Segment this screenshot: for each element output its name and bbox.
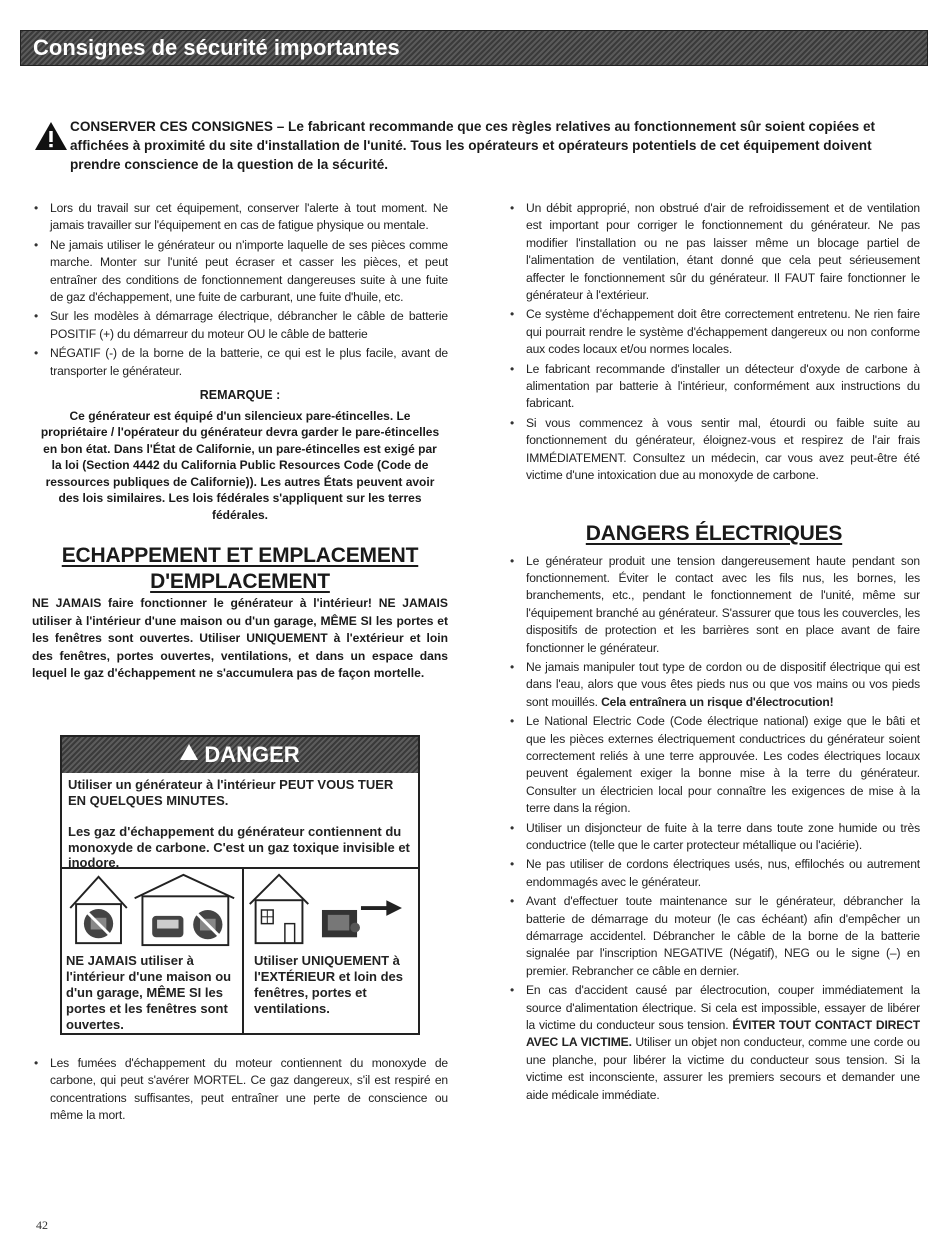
danger-label: DANGER bbox=[204, 742, 300, 767]
danger-text-1: Utiliser un générateur à l'intérieur PEUT VOUS TUER EN QUELQUES MINUTES. bbox=[68, 777, 394, 808]
list-item: • Le National Electric Code (Code électrique national) exige que le bâti et que les pièces externes électriquement conductrices du générateur soient correctement reliés à une terre approuvée. Les codes électriques locaux peuvent également exiger la bonne mise à la terre du générateur. Consulter un électricien local pour connaître les exigences de mise à la terre dans la région. bbox=[508, 713, 920, 817]
list-item: • En cas d'accident causé par électrocution, couper immédiatement la source d'alimentation électrique. Si cela est impossible, essayer de libérer la victime du conducteur sous tension. ÉVITER TOUT CONTACT DIRECT AVEC LA VICTIME. Utiliser un objet non conducteur, comme une corde ou une planche, pour libérer la victime du conducteur sous tension. Si la victime est inconsciente, assurer les premiers secours et demander une aide médicale immédiate. bbox=[508, 982, 920, 1104]
danger-pictograms bbox=[62, 867, 418, 949]
bottom-left-list bbox=[32, 1055, 448, 1125]
warning-icon bbox=[180, 744, 198, 760]
list-item: • Lors du travail sur cet équipement, conserver l'alerte à tout moment. Ne jamais travailler sur l'équipement en cas de fatigue physique ou mentale. bbox=[32, 200, 448, 235]
page-number: 42 bbox=[36, 1218, 48, 1232]
warning-icon bbox=[34, 121, 68, 151]
section-header-bar bbox=[20, 30, 928, 66]
electrical-section-title: DANGERS ÉLECTRIQUES bbox=[585, 521, 843, 545]
danger-text-2: Les gaz d'échappement du générateur contiennent du monoxyde de carbone. C'est un gaz toxique invisible et inodore. bbox=[68, 824, 410, 870]
exhaust-section-title: ECHAPPEMENT ET EMPLACEMENT bbox=[61, 543, 419, 567]
left-bullet-list bbox=[32, 200, 448, 380]
outdoor-generator-icon bbox=[250, 875, 402, 943]
exhaust-section-title-line2: D'EMPLACEMENT bbox=[150, 569, 330, 593]
danger-header bbox=[62, 737, 418, 773]
garage-prohibited-icon bbox=[135, 875, 235, 945]
list-item: • Ne jamais utiliser le générateur ou n'importe laquelle de ses pièces comme marche. Monter sur l'unité peut écraser et casser les pièces, et peut entraîner des conditions de fonctionnement dangereuses suite à une fuite de gaz d'échappement, une fuite de carburant, une fuite d'huile, etc. bbox=[32, 237, 448, 307]
list-item: • Sur les modèles à démarrage électrique, débrancher le câble de batterie POSITIF (+) du démarreur du moteur OU le câble de batterie bbox=[32, 308, 448, 343]
right-bullet-list bbox=[508, 200, 920, 485]
list-item: • Un débit approprié, non obstrué d'air de refroidissement et de ventilation est important pour corriger le fonctionnement du générateur. Ne pas modifier l'installation ou ne pas laisser même un blocage partiel de l'alimentation de ventilation, étant donné que cela peut sérieusement affecter le fonctionnement sûr du générateur. Il FAUT faire fonctionner le générateur à l'extérieur. bbox=[508, 200, 920, 304]
caption-outdoor: Utiliser UNIQUEMENT à l'EXTÉRIEUR et loin des fenêtres, portes et ventilations. bbox=[254, 953, 404, 1016]
intro-text: CONSERVER CES CONSIGNES – Le fabricant recommande que ces règles relatives au fonctionnement sûr soient copiées et affichées à proximité du site d'installation de l'unité. Tous les opérateurs et opérateurs potentiels de cet équipement doivent prendre conscience de la question de la sécurité. bbox=[70, 119, 876, 172]
list-item: • Le fabricant recommande d'installer un détecteur d'oxyde de carbone à alimentation par batterie à l'intérieur, conformément aux instructions du fabricant. bbox=[508, 361, 920, 413]
list-item: • Ce système d'échappement doit être correctement entretenu. Ne rien faire qui pourrait rendre le système d'échappement dangereux ou non conforme aux codes locaux et/ou normes locales. bbox=[508, 306, 920, 358]
list-item: • Ne pas utiliser de cordons électriques usés, nus, effilochés ou autrement endommagés avec le générateur. bbox=[508, 856, 920, 891]
caption-prohibited: NE JAMAIS utiliser à l'intérieur d'une maison ou d'un garage, MÊME SI les portes et les fenêtres sont ouvertes. bbox=[66, 953, 232, 1032]
section-header-title: Consignes de sécurité importantes bbox=[33, 35, 400, 60]
intro-block bbox=[34, 117, 894, 174]
left-column bbox=[32, 200, 448, 683]
remark-body: Ce générateur est équipé d'un silencieux pare-étincelles. Le propriétaire / l'opérateur du générateur devra garder le pare-étincelles en bon état. Dans l'État de Californie, un pare-étincelles est exigé par la loi (Section 4442 du California Public Resources Code (Code de ressources publiques de Californie)). Les autres États peuvent avoir des lois similaires. Les lois fédérales s'appliquent sur les terres fédérales. bbox=[40, 409, 440, 522]
remark-title: REMARQUE : bbox=[199, 388, 281, 403]
list-item: • Si vous commencez à vous sentir mal, étourdi ou faible suite au fonctionnement du générateur, éloignez-vous et respirez de l'air frais IMMÉDIATEMENT. Consultez un médecin, car vous avez peut-être été victime d'une intoxication due au monoxyde de carbone. bbox=[508, 415, 920, 485]
list-item: • Le générateur produit une tension dangereusement haute pendant son fonctionnement. Éviter le contact avec les fils nus, les bornes, les branchements, etc., pendant le fonctionnement de l'unité, même sur l'équipement branché au générateur. S'assurer que tous les couvercles, les dispositifs de protection et les barrières sont en place avant de faire fonctionner le générateur. bbox=[508, 553, 920, 657]
right-column bbox=[508, 200, 920, 1106]
electrical-bullet-list bbox=[508, 553, 920, 1105]
list-item: • Les fumées d'échappement du moteur contiennent du monoxyde de carbone, qui peut s'avérer MORTEL. Ce gaz dangereux, s'il est respiré en concentrations suffisantes, peut entraîner une perte de conscience ou même la mort. bbox=[32, 1055, 448, 1125]
pictogram-divider bbox=[242, 867, 244, 1033]
house-prohibited-icon bbox=[70, 877, 127, 943]
danger-box bbox=[60, 735, 420, 1035]
exhaust-section-body: NE JAMAIS faire fonctionner le générateur à l'intérieur! NE JAMAIS utiliser à l'intérieur d'une maison ou d'un garage, MÊME SI les portes et les fenêtres sont ouvertes. Utiliser UNIQUEMENT à l'extérieur et loin des fenêtres, portes ouvertes, ventilations, et dans un espace dans lequel le gaz d'échappement ne s'accumulera pas de façon mortelle. bbox=[32, 595, 448, 681]
list-item: • Utiliser un disjoncteur de fuite à la terre dans toute zone humide ou très conductrice (telle que le carter protecteur métallique ou l'aciérie). bbox=[508, 820, 920, 855]
list-item: • Ne jamais manipuler tout type de cordon ou de dispositif électrique qui est dans l'eau, alors que vous êtes pieds nus ou que vos mains ou vos pieds sont mouillés. Cela entraînera un risque d'électrocution! bbox=[508, 659, 920, 711]
list-item: • Avant d'effectuer toute maintenance sur le générateur, débrancher la batterie de démarrage du moteur (le cas échéant) afin d'empêcher un démarrage accidentel. Débrancher le câble de la borne de la batterie signalée par l'inscription NEGATIVE (Négatif), NEG ou le signe (–) en premier. Rebrancher ce câble en dernier. bbox=[508, 893, 920, 980]
list-item: • NÉGATIF (-) de la borne de la batterie, ce qui est le plus facile, avant de transporter le générateur. bbox=[32, 345, 448, 380]
bottom-left-block bbox=[32, 1055, 448, 1127]
